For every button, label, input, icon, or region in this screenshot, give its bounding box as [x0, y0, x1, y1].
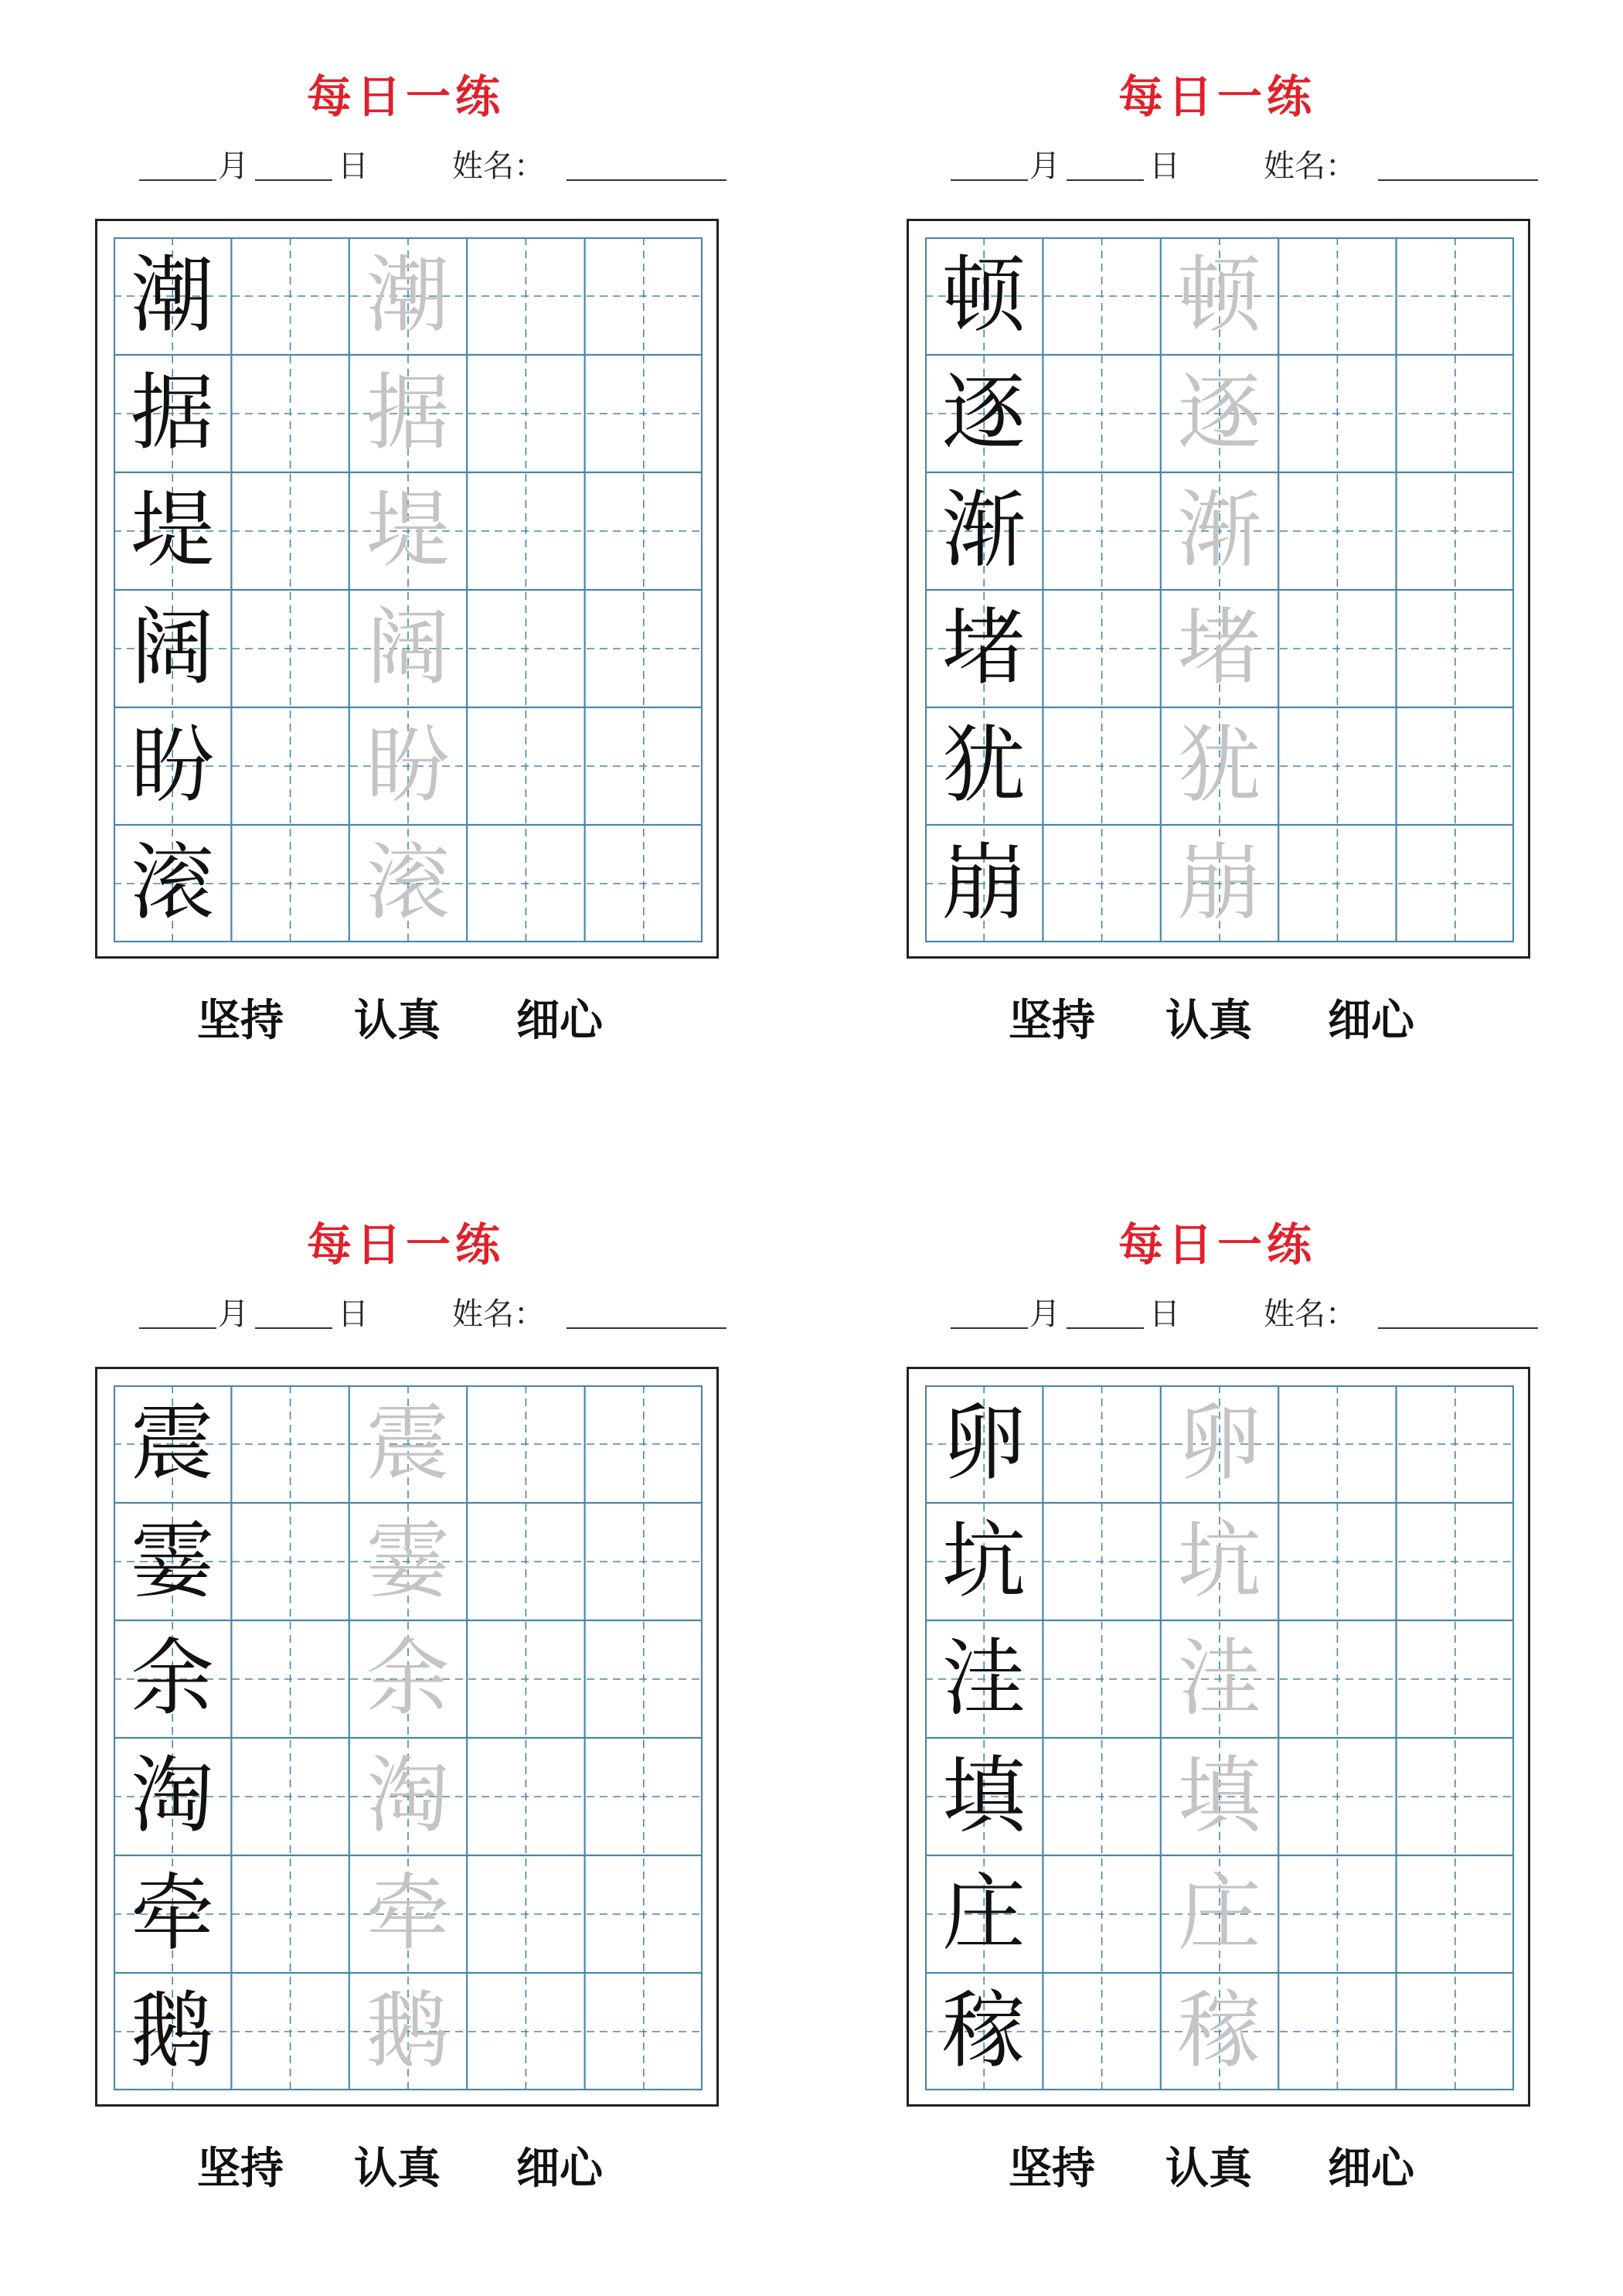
model-character: 稼 [941, 1983, 1026, 2080]
trace-character: 顿 [1177, 247, 1261, 344]
practice-sheet-4 [812, 1148, 1623, 2296]
model-character: 渐 [941, 482, 1026, 579]
model-character: 崩 [941, 835, 1026, 932]
model-character: 盼 [130, 717, 214, 814]
trace-character: 渐 [1177, 482, 1261, 579]
motto [812, 2141, 1623, 2196]
writing-grid-frame [907, 1367, 1530, 2107]
model-character: 庄 [941, 1865, 1026, 1962]
motto [0, 993, 812, 1048]
tian-zi-grid [114, 237, 703, 942]
motto-word: 坚持 [1009, 2143, 1095, 2194]
motto-word: 认真 [1165, 995, 1252, 1046]
day-label: 日 [1149, 148, 1180, 184]
day-label: 日 [338, 148, 369, 184]
name-label: 姓名： [1264, 1296, 1356, 1332]
trace-character: 牵 [366, 1865, 450, 1962]
trace-character: 卵 [1177, 1395, 1261, 1492]
model-character: 据 [130, 365, 214, 462]
day-blank[interactable] [255, 1327, 332, 1329]
model-character: 鹅 [130, 1983, 214, 2080]
date-name-line [139, 1295, 726, 1334]
motto-word: 细心 [1328, 995, 1414, 1046]
tian-zi-grid [114, 1385, 703, 2090]
name-label: 姓名： [452, 1296, 545, 1332]
motto-word: 坚持 [1009, 995, 1095, 1046]
trace-character: 潮 [366, 247, 450, 344]
motto-word: 细心 [1328, 2143, 1414, 2194]
day-label: 日 [1149, 1296, 1180, 1332]
model-character: 卵 [941, 1395, 1026, 1492]
motto-word: 坚持 [197, 2143, 284, 2194]
trace-character: 洼 [1177, 1630, 1261, 1727]
model-character: 余 [130, 1630, 214, 1727]
month-blank[interactable] [139, 1327, 216, 1329]
model-character: 霎 [130, 1513, 214, 1610]
sheet-title: 每日一练 [1118, 1218, 1316, 1271]
month-blank[interactable] [139, 179, 216, 181]
name-blank[interactable] [1378, 1327, 1538, 1329]
date-name-line [951, 147, 1538, 186]
model-character: 阔 [130, 600, 214, 697]
name-blank[interactable] [1378, 179, 1538, 181]
name-label: 姓名： [1264, 148, 1356, 184]
motto-word: 认真 [354, 995, 441, 1046]
trace-character: 堵 [1177, 600, 1261, 697]
name-label: 姓名： [452, 148, 545, 184]
month-blank[interactable] [951, 1327, 1028, 1329]
trace-character: 堤 [366, 482, 450, 579]
month-label: 月 [218, 148, 249, 184]
motto-word: 细心 [516, 2143, 603, 2194]
model-character: 洼 [941, 1630, 1026, 1727]
tian-zi-grid [925, 1385, 1514, 2090]
motto-word: 细心 [516, 995, 603, 1046]
model-character: 坑 [941, 1513, 1026, 1610]
day-label: 日 [338, 1296, 369, 1332]
writing-grid-frame [95, 1367, 719, 2107]
name-blank[interactable] [567, 1327, 726, 1329]
trace-character: 坑 [1177, 1513, 1261, 1610]
day-blank[interactable] [255, 179, 332, 181]
model-character: 犹 [941, 717, 1026, 814]
model-character: 堵 [941, 600, 1026, 697]
trace-character: 淘 [366, 1748, 450, 1845]
trace-character: 逐 [1177, 365, 1261, 462]
model-character: 牵 [130, 1865, 214, 1962]
month-label: 月 [1029, 1296, 1060, 1332]
sheet-title: 每日一练 [306, 1218, 505, 1271]
trace-character: 霎 [366, 1513, 450, 1610]
trace-character: 庄 [1177, 1865, 1261, 1962]
date-name-line [139, 147, 726, 186]
trace-character: 犹 [1177, 717, 1261, 814]
model-character: 填 [941, 1748, 1026, 1845]
motto [0, 2141, 812, 2196]
month-label: 月 [1029, 148, 1060, 184]
motto-word: 认真 [354, 2143, 441, 2194]
model-character: 逐 [941, 365, 1026, 462]
trace-character: 填 [1177, 1748, 1261, 1845]
tian-zi-grid [925, 237, 1514, 942]
month-blank[interactable] [951, 179, 1028, 181]
practice-sheet-2 [812, 0, 1623, 1148]
practice-sheet-3 [0, 1148, 812, 2296]
month-label: 月 [218, 1296, 249, 1332]
trace-character: 盼 [366, 717, 450, 814]
trace-character: 稼 [1177, 1983, 1261, 2080]
trace-character: 鹅 [366, 1983, 450, 2080]
model-character: 堤 [130, 482, 214, 579]
motto-word: 坚持 [197, 995, 284, 1046]
sheet-title: 每日一练 [306, 70, 505, 123]
writing-grid-frame [907, 219, 1530, 959]
trace-character: 滚 [366, 835, 450, 932]
trace-character: 震 [366, 1395, 450, 1492]
model-character: 震 [130, 1395, 214, 1492]
trace-character: 阔 [366, 600, 450, 697]
day-blank[interactable] [1067, 1327, 1144, 1329]
motto [812, 993, 1623, 1048]
model-character: 潮 [130, 247, 214, 344]
trace-character: 据 [366, 365, 450, 462]
practice-sheet-1 [0, 0, 812, 1148]
model-character: 淘 [130, 1748, 214, 1845]
trace-character: 余 [366, 1630, 450, 1727]
day-blank[interactable] [1067, 179, 1144, 181]
date-name-line [951, 1295, 1538, 1334]
writing-grid-frame [95, 219, 719, 959]
model-character: 顿 [941, 247, 1026, 344]
trace-character: 崩 [1177, 835, 1261, 932]
name-blank[interactable] [567, 179, 726, 181]
model-character: 滚 [130, 835, 214, 932]
motto-word: 认真 [1165, 2143, 1252, 2194]
sheet-title: 每日一练 [1118, 70, 1316, 123]
